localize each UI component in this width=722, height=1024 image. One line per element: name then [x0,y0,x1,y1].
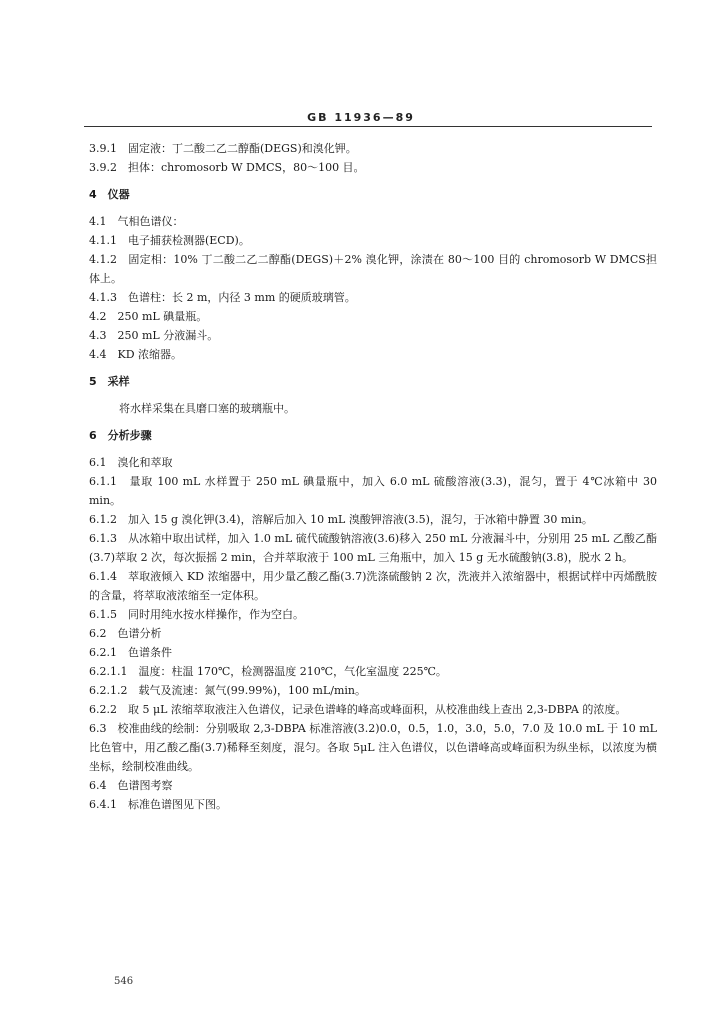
section-5-heading: 5 采样 [89,375,130,388]
clause-6-1-1: 6.1.1 量取 100 mL 水样置于 250 mL 碘量瓶中，加入 6.0 mL 硫酸溶液(3.3)，混匀，置于 4℃冰箱中 30 min。 [89,475,657,507]
clause-6-2-2: 6.2.2 取 5 μL 浓缩萃取液注入色谱仪，记录色谱峰的峰高或峰面积，从校准曲线上查出 2,3-DBPA 的浓度。 [89,703,627,716]
clause-3-9-2: 3.9.2 担体：chromosorb W DMCS，80～100 目。 [89,161,365,174]
clause-6-2-1: 6.2.1 色谱条件 [89,646,172,659]
clause-4-1-1: 4.1.1 电子捕获检测器(ECD)。 [89,234,250,247]
header-divider [84,126,652,127]
clause-6-3: 6.3 校准曲线的绘制：分别吸取 2,3-DBPA 标准溶液(3.2)0.0，0.5，1.0，3.0，5.0，7.0 及 10.0 mL 于 10 mL 比色管中，用乙酸乙酯(3.7)稀释至刻度，混匀。各取 5μL 注入色谱仪，以色谱峰高或峰面积为纵坐标，以浓度为横坐标，绘制校准曲线。 [89,722,657,773]
section-6-heading: 6 分析步骤 [89,429,152,442]
document-body [89,139,657,814]
clause-6-1-4: 6.1.4 萃取液倾入 KD 浓缩器中，用少量乙酸乙酯(3.7)洗涤硫酸钠 2 次，洗液并入浓缩器中，根据试样中丙烯酰胺的含量，将萃取液浓缩至一定体积。 [89,570,657,602]
sampling-paragraph: 将水样采集在具磨口塞的玻璃瓶中。 [119,402,295,415]
clause-6-1-2: 6.1.2 加入 15 g 溴化钾(3.4)，溶解后加入 10 mL 溴酸钾溶液(3.5)，混匀，于冰箱中静置 30 min。 [89,513,593,526]
clause-6-2-1-1: 6.2.1.1 温度：柱温 170℃，检测器温度 210℃，气化室温度 225℃。 [89,665,447,678]
clause-6-2: 6.2 色谱分析 [89,627,162,640]
clause-3-9-1: 3.9.1 固定液：丁二酸二乙二醇酯(DEGS)和溴化钾。 [89,142,357,155]
clause-6-1-3: 6.1.3 从冰箱中取出试样，加入 1.0 mL 硫代硫酸钠溶液(3.6)移入 250 mL 分液漏斗中，分别用 25 mL 乙酸乙酯(3.7)萃取 2 次，每次振摇 2 min，合并萃取液于 100 mL 三角瓶中，加入 15 g 无水硫酸钠(3.8)，脱水 2 h。 [89,532,657,564]
clause-4-2: 4.2 250 mL 碘量瓶。 [89,310,208,323]
section-4-heading: 4 仪器 [89,188,130,201]
clause-4-4: 4.4 KD 浓缩器。 [89,348,183,361]
clause-6-1-5: 6.1.5 同时用纯水按水样操作，作为空白。 [89,608,304,621]
clause-6-1: 6.1 溴化和萃取 [89,456,173,469]
clause-6-4-1: 6.4.1 标准色谱图见下图。 [89,798,227,811]
clause-4-1-3: 4.1.3 色谱柱：长 2 m，内径 3 mm 的硬质玻璃管。 [89,291,356,304]
clause-4-3: 4.3 250 mL 分液漏斗。 [89,329,219,342]
clause-4-1-2: 4.1.2 固定相：10% 丁二酸二乙二醇酯(DEGS)＋2% 溴化钾，涂渍在 80～100 目的 chromosorb W DMCS担体上。 [89,253,657,285]
clause-4-1: 4.1 气相色谱仪： [89,215,184,228]
standard-code-header: GB 11936—89 [307,111,415,124]
clause-6-2-1-2: 6.2.1.2 载气及流速：氮气(99.99%)，100 mL/min。 [89,684,366,697]
clause-6-4: 6.4 色谱图考察 [89,779,173,792]
page-number: 546 [114,976,134,987]
